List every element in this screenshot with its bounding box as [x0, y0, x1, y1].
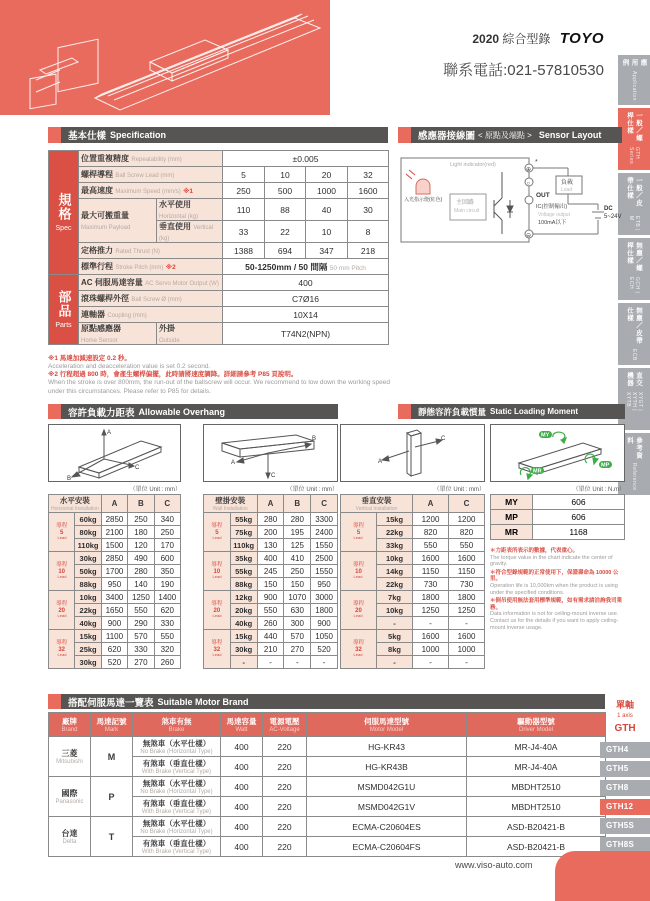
catalog-year: 2020 — [472, 32, 500, 46]
table-row: 導程 5 Lead 60kg 2850 250 340 — [49, 513, 181, 526]
svg-text:MP: MP — [601, 462, 610, 469]
table-row: 導程 5 Lead 15kg 1200 1200 — [341, 513, 485, 526]
spec-table: 規格 Spec 位置重複精度 Repeatability (mm) ±0.005 螺桿導程 Ball Screw Lead (mm) 5 10 20 32 最高速度 Maximum Speed (mm/s) ※1 250 500 1000 1600 最大可搬重量 Maximum Payload 水平使用 Horizontal (kg) 110 88 40 30 垂直使用 Vertical (kg) 33 22 10 8 定格推力 Rated Thrust (N) 1388 694 347 218 標準行程 Stroke Pitch (mm) ※2 50-1250mm / 50 間隔 50 mm Pitch 部品 Parts AC 伺服馬達容量 AC Servo Motor Output (W) 400 滾珠螺桿外徑 Ball Screw Ø (mm) C7Ø16 連軸器 Coupling (mm) 10X14 原點感應器 Home Sensor 外掛 Outside T74N2(NPN) — [48, 150, 389, 345]
table-row: 有煞車（垂直仕樣） With Brake (Vertical Type) 400 220 HG-KR43B MR-J4-40A — [49, 757, 606, 777]
table-row: 導程 5 Lead 55kg 280 280 3300 — [204, 513, 338, 526]
table-row: 導程 10 Lead 35kg 400 410 2500 — [204, 552, 338, 565]
star-mark: * — [535, 159, 538, 166]
title-accent — [398, 127, 411, 143]
actuator-line-art — [0, 0, 330, 115]
table-row: 有煞車（垂直仕樣） With Brake (Vertical Type) 400 220 MSMD042G1V MBDHT2510 — [49, 797, 606, 817]
table-row: 導程 32 Lead 15kg 440 570 1050 — [204, 630, 338, 643]
gth-tab-gth12[interactable]: GTH12 — [600, 799, 650, 815]
sidebar-tab-ecb[interactable]: 無塵／皮帶仕樣 ECB — [618, 303, 650, 365]
static-moment-table — [490, 494, 625, 540]
svg-text:C: C — [271, 473, 276, 479]
sensor-wiring-diagram — [398, 148, 622, 248]
table-row: 導程 20 Lead 7kg 1800 1800 — [341, 591, 485, 604]
table-row: 導程 20 Lead 10kg 3400 1250 1400 — [49, 591, 181, 604]
table-row: 50kg 1700 280 350 — [49, 565, 181, 578]
sidebar-tab-etb-m[interactable]: 一般／皮帶仕樣 ETB | M — [618, 173, 650, 235]
gth-tab-gth8s[interactable]: GTH8S — [600, 837, 650, 853]
table-row: 30kg 520 270 260 — [49, 656, 181, 669]
table-row: 30kg 210 270 520 — [204, 643, 338, 656]
load-en: Load — [561, 187, 573, 193]
sidebar-tab-xygt-xyth-xytb[interactable]: 直交機器 XYGT | XYTH | XYTB — [618, 368, 650, 430]
title-accent — [398, 404, 411, 419]
svg-text:A: A — [378, 459, 383, 465]
table-row: 22kg 820 820 — [341, 526, 485, 539]
table-row: 80kg 2100 180 250 — [49, 526, 181, 539]
motor-section-title: 搭配伺服馬達一覽表 Suitable Motor Brand — [48, 694, 605, 709]
svg-text:MR: MR — [533, 468, 542, 475]
table-row: 有煞車（垂直仕樣） With Brake (Vertical Type) 400 220 ECMA-C20604FS ASD-B20421-B — [49, 837, 606, 857]
table-row: 導程 32 Lead 5kg 1600 1600 — [341, 630, 485, 643]
gth-series-label: 單軸 1 axis GTH — [614, 700, 636, 735]
light-indicator-zh: 入光指示燈(紅色) — [404, 197, 443, 203]
gth-tab-gth5[interactable]: GTH5 — [600, 761, 650, 777]
ic-label: IC(控制輸出) — [536, 204, 568, 210]
dc-range: 5~24V — [604, 214, 622, 220]
table-row: MP 606 — [491, 510, 625, 525]
voltage-label: Voltage output — [538, 212, 570, 218]
table-row: 三菱 Mitsubishi M 無煞車（水平仕樣） No Brake (Horizontal Type) 400 220 HG-KR43 MR-J4-40A — [49, 737, 606, 757]
catalog-label: 綜合型錄 — [502, 32, 551, 46]
svg-text:○: ○ — [526, 181, 531, 187]
svg-text:B: B — [312, 436, 317, 442]
current-label: 100mA以下 — [538, 220, 567, 226]
table-row: MR 1168 — [491, 525, 625, 540]
table-row: 導程 10 Lead 10kg 1600 1600 — [341, 552, 485, 565]
table-row: 台達 Delta T 無煞車（水平仕樣） No Brake (Horizontal Type) 400 220 ECMA-C20604ES ASD-B20421-B — [49, 817, 606, 837]
title-accent — [48, 127, 61, 143]
svg-text:C: C — [441, 436, 446, 442]
table-row: 14kg 1150 1150 — [341, 565, 485, 578]
table-row: 40kg 260 300 900 — [204, 617, 338, 630]
product-illustration — [0, 0, 330, 115]
table-row: 導程 10 Lead 30kg 2850 490 600 — [49, 552, 181, 565]
table-row: 110kg 130 125 1550 — [204, 539, 338, 552]
gth-series-nav — [600, 696, 650, 856]
table-row: 88kg 950 140 190 — [49, 578, 181, 591]
table-row: 22kg 1650 550 620 — [49, 604, 181, 617]
svg-text:A: A — [231, 460, 236, 466]
sidebar-tab-gth-series[interactable]: 一般／螺桿仕樣 GTH Series — [618, 108, 650, 170]
sidebar-tab-gch-ech[interactable]: 無塵／螺桿仕樣 GCH | ECH — [618, 238, 650, 300]
table-row: 8kg 1000 1000 — [341, 643, 485, 656]
title-accent — [48, 404, 61, 419]
out-label: OUT — [536, 192, 550, 199]
overhang-diagram-horizontal — [48, 424, 181, 482]
toyo-logo: TOYO — [559, 30, 604, 47]
svg-text:MY: MY — [541, 432, 550, 439]
table-row: - - - — [341, 656, 485, 669]
unit-caption: （單位 Unit : mm） — [286, 487, 338, 493]
table-row: 22kg 730 730 — [341, 578, 485, 591]
sensor-section-title: 感應器接線圖 < 原點及端點 > Sensor Layout — [398, 127, 622, 143]
table-row: 40kg 900 290 330 — [49, 617, 181, 630]
table-row: 國際 Panasonic P 無煞車（水平仕樣） No Brake (Horizontal Type) 400 220 MSMD042G1U MBDHT2510 — [49, 777, 606, 797]
table-row: 導程 20 Lead 12kg 900 1070 3000 — [204, 591, 338, 604]
sidebar-tab-application[interactable]: 應用例 Application — [618, 55, 650, 105]
unit-caption: （單位 Unit : mm） — [433, 487, 485, 493]
gth-tab-gth4[interactable]: GTH4 — [600, 742, 650, 758]
overhang-table-vertical: 垂直安裝 Vertical Installation A C 導程 5 Lead 15kg 1200 1200 22kg 820 820 33kg 550 550 導程 10 Lead 10kg 1600 1600 14kg 1150 1150 22kg 730 730 導程 20 Lead 7kg 1800 1800 10kg 1250 1250 - - - 導程 32 Lead 5kg 1600 1600 8kg 1000 1000 - - - — [340, 494, 485, 669]
static-moment-diagram — [490, 424, 625, 482]
catalog-title — [443, 30, 604, 47]
overhang-section-title: 容許負載力距表 Allowable Overhang — [48, 404, 338, 419]
load-zh: 負載 — [561, 180, 574, 186]
table-row: 20kg 550 630 1800 — [204, 604, 338, 617]
motor-brand-table: 廠牌 Brand 馬達記號 Mark 煞車有無 Brake 馬達容量 Watt 電源電壓 AC-Voltage 伺服馬達型號 Motor Model 驅動器型號 Driver Model 三菱 Mitsubishi M 無煞車（水平仕樣） No Brake (Horizontal Type) 400 220 HG-KR43 MR-J4-40A 有煞車（垂直仕樣） With Brake (Vertical Type) 400 220 HG-KR43B MR-J4-40A 國際 Panasonic P 無煞車（水平仕樣） No Brake (Horizontal Type) 400 220 MSMD042G1U MBDHT2510 有煞車（垂直仕樣） With Brake (Vertical Type) 400 220 MSMD042G1V MBDHT2510 台達 Delta T 無煞車（水平仕樣） No Brake (Horizontal Type) 400 220 ECMA-C20604ES ASD-B20421-B 有煞車（垂直仕樣） With Brake (Vertical Type) 400 220 ECMA-C20604FS ASD-B20421-B — [48, 712, 606, 857]
main-circuit-zh: 主回路 — [456, 200, 475, 206]
svg-text:C: C — [135, 465, 140, 471]
overhang-table-wall: 壁掛安裝 Wall Installation A B C 導程 5 Lead 55kg 280 280 3300 75kg 200 195 2400 110kg 130 125 1550 導程 10 Lead 35kg 400 410 2500 55kg 245 250 1550 88kg 150 150 950 導程 20 Lead 12kg 900 1070 3000 20kg 550 630 1800 40kg 260 300 900 導程 32 Lead 15kg 440 570 1050 30kg 210 270 520 - - - - — [203, 494, 338, 669]
minus-terminal: ⊖ — [526, 233, 532, 239]
table-row: 導程 32 Lead 15kg 1100 570 550 — [49, 630, 181, 643]
table-row: 33kg 550 550 — [341, 539, 485, 552]
unit-caption: （單位 Unit : mm） — [129, 487, 181, 493]
gth-tab-gth5s[interactable]: GTH5S — [600, 818, 650, 834]
table-row: - - - - — [204, 656, 338, 669]
footer-corner-shape — [555, 851, 650, 901]
main-circuit-en: Main circuit — [454, 208, 480, 214]
table-row: 10kg 1250 1250 — [341, 604, 485, 617]
table-row: - - - — [341, 617, 485, 630]
svg-text:B: B — [67, 476, 72, 481]
spec-section-title: 基本仕樣 Specification — [48, 127, 388, 143]
static-moment-notes: ＊力距表所表示的數據，代表重心。 The torque value in the chart indicate the center of gravity. ＊符合型錄規範的正常使用下，保證壽命為 10000 公里。 Operation life is 10,000km when the product is using under the specified conditions. ＊倒吊使用無法套用標準規範，如有需求請洽詢我司業務。 Data information is not for ceiling-mount inverse use. Contact us for the details if you want to apply ceiling-mount inverse usage. — [490, 548, 623, 631]
gth-tab-gth8[interactable]: GTH8 — [600, 780, 650, 796]
table-row: 75kg 200 195 2400 — [204, 526, 338, 539]
light-indicator-en: Light indicator(red) — [450, 162, 496, 168]
contact-phone: 聯系電話:021-57810530 — [443, 62, 604, 79]
static-section-title: 靜態容許負載慣量 Static Loading Moment — [398, 404, 625, 419]
footer-url: www.viso-auto.com — [455, 860, 533, 870]
overhang-diagram-wall — [203, 424, 338, 482]
unit-caption: （單位 Unit : N.m） — [572, 487, 625, 493]
dc-label: DC — [604, 206, 613, 212]
overhang-table-horizontal: 水平安裝 Horizontal Installation A B C 導程 5 Lead 60kg 2850 250 340 80kg 2100 180 250 110kg 1500 120 170 導程 10 Lead 30kg 2850 490 600 50kg 1700 280 350 88kg 950 140 190 導程 20 Lead 10kg 3400 1250 1400 22kg 1650 550 620 40kg 900 290 330 導程 32 Lead 15kg 1100 570 550 25kg 620 330 320 30kg 520 270 260 — [48, 494, 181, 669]
spec-group-cell: 規格 Spec — [49, 151, 79, 275]
parts-group-cell: 部品 Parts — [49, 275, 79, 345]
table-row: 88kg 150 150 950 — [204, 578, 338, 591]
table-row: 55kg 245 250 1550 — [204, 565, 338, 578]
table-row: 110kg 1500 120 170 — [49, 539, 181, 552]
overhang-diagram-vertical — [340, 424, 485, 482]
table-row: 25kg 620 330 320 — [49, 643, 181, 656]
plus-terminal: ⊕ — [526, 167, 532, 173]
spec-footnotes: ※1 馬達加減速設定 0.2 秒。 Acceleration and deacceleration value is set 0.2 second. ※2 行程超過 800 時，會產生螺桿偏擺，此時請將速度調降。詳細請參考 P85 頁說明。 When the stroke is over 800mm, the run-out of the ballscrew will occur. We recommend to low down the working speed under this circumstances. Please refer to P85 for details. — [48, 355, 391, 395]
title-accent — [48, 694, 61, 709]
svg-text:A: A — [107, 430, 112, 436]
sidebar-tab-reference[interactable]: 參考資料 Reference — [618, 433, 650, 495]
table-row: MY 606 — [491, 495, 625, 510]
